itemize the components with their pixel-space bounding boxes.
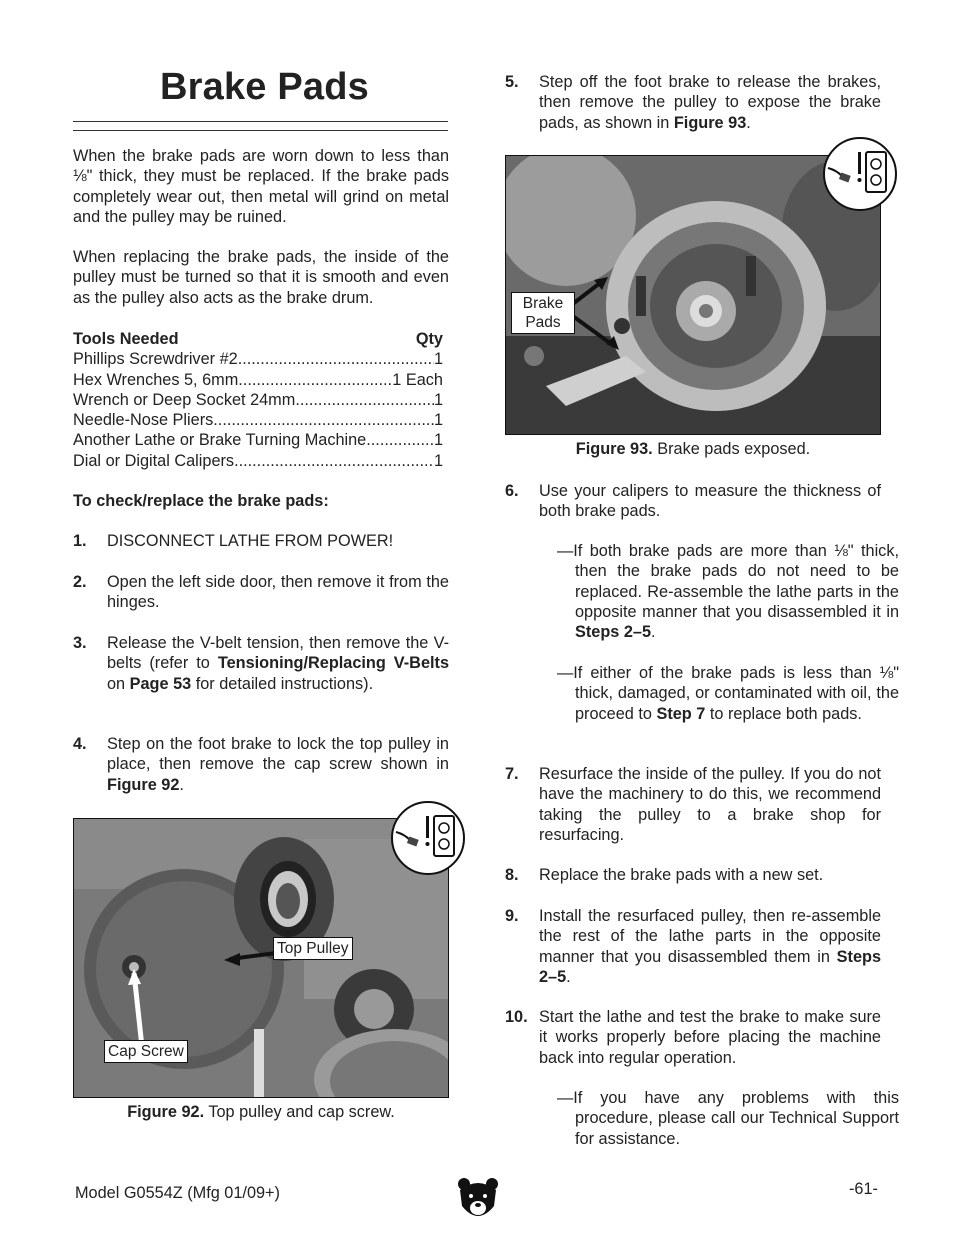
procedure-heading: To check/replace the brake pads: — [73, 492, 329, 510]
disconnect-power-warning-icon — [390, 800, 466, 876]
intro-paragraph-2: When replacing the brake pads, the inside of the pulley must be turned so that it is smooth and even as the pulley also acts as the brake drum. — [73, 248, 449, 307]
step-4: 4. Step on the foot brake to lock the top pulley in place, then remove the cap screw shown in Figure 92. — [73, 735, 449, 794]
label-top-pulley: Top Pulley — [273, 937, 353, 960]
label-cap-screw: Cap Screw — [104, 1040, 188, 1063]
step-8: 8. Replace the brake pads with a new set. — [505, 866, 824, 884]
disconnect-power-warning-icon — [822, 136, 898, 212]
tools-header-qty: Qty — [415, 330, 443, 348]
step-2: 2. Open the left side door, then remove it from the hinges. — [73, 573, 449, 612]
step-6-note-b: —If either of the brake pads is less than ⅛" thick, damaged, or contaminated with oil, the proceed to Step 7 to replace both pads. — [557, 664, 899, 723]
step-6-note-a: —If both brake pads are more than ⅛" thick, then the brake pads do not need to be replaced. Re-assemble the lathe parts in the opposite manner that you disassembled it in Steps 2–5. — [557, 542, 899, 642]
bear-logo-icon — [456, 1176, 500, 1224]
tool-row: Another Lathe or Brake Turning Machine ..... 1 — [73, 430, 443, 450]
title-rule-top — [73, 121, 448, 122]
tool-row: Wrench or Deep Socket 24mm ..... 1 — [73, 390, 443, 410]
tool-row: Dial or Digital Calipers ..... 1 — [73, 451, 443, 471]
step-10: 10. Start the lathe and test the brake to make sure it works properly before placing the machine back into regular operation. — [505, 1008, 881, 1067]
tool-row: Hex Wrenches 5, 6mm ..... 1 Each — [73, 370, 443, 390]
page-title: Brake Pads — [160, 66, 370, 108]
title-rule-bottom — [73, 130, 448, 131]
footer-model: Model G0554Z (Mfg 01/09+) — [75, 1184, 280, 1202]
tool-row: Phillips Screwdriver #2 ..... 1 — [73, 349, 443, 369]
step-6: 6. Use your calipers to measure the thickness of both brake pads. — [505, 482, 881, 521]
footer-page-number: -61- — [849, 1180, 878, 1198]
step-5: 5. Step off the foot brake to release the brakes, then remove the pulley to expose the brake pads, as shown in Figure 93. — [505, 73, 881, 132]
label-brake-pads: Brake Pads — [511, 292, 575, 334]
figure-92-caption: Figure 92. Top pulley and cap screw. — [127, 1103, 395, 1121]
step-10-note: —If you have any problems with this procedure, please call our Technical Support for assistance. — [557, 1089, 899, 1148]
step-7: 7. Resurface the inside of the pulley. If you do not have the machinery to do this, we recommend taking the pulley to a brake shop for resurfacing. — [505, 765, 881, 844]
tools-header-name: Tools Needed — [73, 330, 179, 348]
tools-table — [73, 329, 443, 471]
step-3: 3. Release the V-belt tension, then remove the V-belts (refer to Tensioning/Replacing V-Belts on Page 53 for detailed instructions). — [73, 634, 449, 693]
tools-header — [73, 329, 443, 349]
step-1: 1. DISCONNECT LATHE FROM POWER! — [73, 532, 394, 550]
tool-row: Needle-Nose Pliers ..... 1 — [73, 410, 443, 430]
intro-paragraph-1: When the brake pads are worn down to less than ⅛" thick, they must be replaced. If the brake pads completely wear out, then metal will grind on metal and the pulley may be ruined. — [73, 147, 449, 226]
step-9: 9. Install the resurfaced pulley, then re-assemble the rest of the lathe parts in the opposite manner that you disassembled them in Steps 2–5. — [505, 907, 881, 986]
figure-93-caption: Figure 93. Brake pads exposed. — [575, 440, 811, 458]
